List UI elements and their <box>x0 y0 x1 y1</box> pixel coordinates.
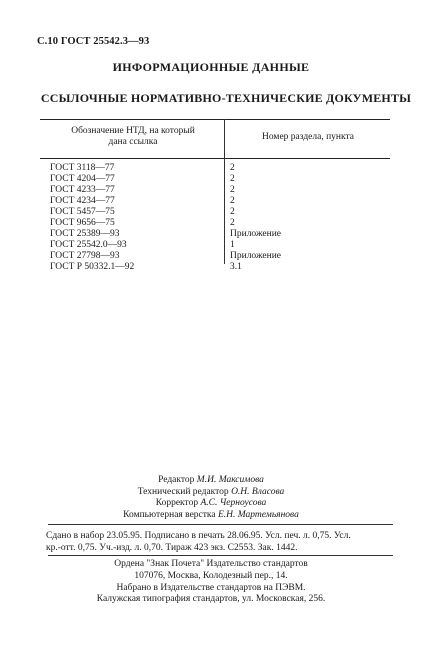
page-reference: С.10 ГОСТ 25542.3—93 <box>37 36 150 47</box>
publisher-line2: 107076, Москва, Колодезный пер., 14. <box>134 570 288 581</box>
table-row <box>0 251 422 262</box>
print-info-bottom-rule <box>48 555 393 556</box>
table-header-rule <box>40 158 390 159</box>
section-cell: 2 <box>230 196 235 206</box>
table-row <box>0 163 422 174</box>
corrector-credit <box>0 498 422 510</box>
document-cell: ГОСТ 4204—77 <box>50 174 115 184</box>
print-info-top-rule <box>48 524 393 525</box>
column-header-document-line2: дана ссылка <box>108 137 158 147</box>
credits-block <box>0 475 422 521</box>
tech-editor-credit <box>0 487 422 499</box>
print-info-line2: кр.-отт. 0,75. Уч.-изд. л. 0,70. Тираж 423 экз. С2553. Зак. 1442. <box>46 543 298 553</box>
section-cell: 3.1 <box>230 262 242 272</box>
corrector-label: Корректор <box>155 498 199 508</box>
table-row <box>0 240 422 251</box>
document-cell: ГОСТ 25389—93 <box>50 229 120 239</box>
section-cell: Приложение <box>230 229 281 239</box>
publisher-line3: Набрано в Издательстве стандартов на ПЭВМ. <box>116 582 306 593</box>
table-row <box>0 262 422 273</box>
column-header-section: Номер раздела, пункта <box>262 132 354 142</box>
document-cell: ГОСТ 3118—77 <box>50 163 115 173</box>
section-cell: 2 <box>230 185 235 195</box>
table-row <box>0 174 422 185</box>
page-title: ИНФОРМАЦИОННЫЕ ДАННЫЕ <box>112 60 310 74</box>
document-cell: ГОСТ 25542.0—93 <box>50 240 127 250</box>
table-top-rule <box>40 119 390 120</box>
reference-table-body <box>0 163 422 273</box>
editor-label: Редактор <box>158 475 195 485</box>
section-cell: Приложение <box>230 251 281 261</box>
layout-name: Е.Н. Мартемьянова <box>217 509 299 520</box>
section-cell: 1 <box>230 240 235 250</box>
section-cell: 2 <box>230 207 235 217</box>
print-info-block <box>46 530 396 554</box>
document-cell: ГОСТ 4233—77 <box>50 185 115 195</box>
document-cell: ГОСТ 4234—77 <box>50 196 115 206</box>
layout-credit <box>0 510 422 522</box>
tech-editor-name: О.Н. Власова <box>231 486 285 497</box>
table-row <box>0 196 422 207</box>
document-cell: ГОСТ 9656—75 <box>50 218 115 228</box>
table-row <box>0 229 422 240</box>
table-row <box>0 185 422 196</box>
column-header-document-line1: Обозначение НТД, на который <box>71 126 195 136</box>
editor-name: М.И. Максимова <box>196 475 264 485</box>
publisher-line4: Калужская типография стандартов, ул. Московская, 256. <box>96 594 326 605</box>
publisher-block <box>0 559 422 606</box>
corrector-name: А.С. Черноусова <box>200 498 267 508</box>
section-cell: 2 <box>230 174 235 184</box>
print-info-line1: Сдано в набор 23.05.95. Подписано в печать 28.06.95. Усл. печ. л. 0,75. Усл. <box>46 531 351 541</box>
tech-editor-label: Технический редактор <box>137 486 229 497</box>
section-cell: 2 <box>230 163 235 173</box>
column-header-document <box>44 126 222 148</box>
document-cell: ГОСТ 5457—75 <box>50 207 115 217</box>
layout-label: Компьютерная верстка <box>123 509 216 520</box>
table-row <box>0 207 422 218</box>
section-cell: 2 <box>230 218 235 228</box>
section-subtitle: ССЫЛОЧНЫЕ НОРМАТИВНО-ТЕХНИЧЕСКИЕ ДОКУМЕНТЫ <box>40 91 412 105</box>
document-cell: ГОСТ 27798—93 <box>50 251 120 261</box>
table-row <box>0 218 422 229</box>
document-cell: ГОСТ Р 50332.1—92 <box>50 262 135 272</box>
editor-credit <box>0 475 422 487</box>
publisher-line1: Ордена "Знак Почета" Издательство стандартов <box>114 559 308 569</box>
